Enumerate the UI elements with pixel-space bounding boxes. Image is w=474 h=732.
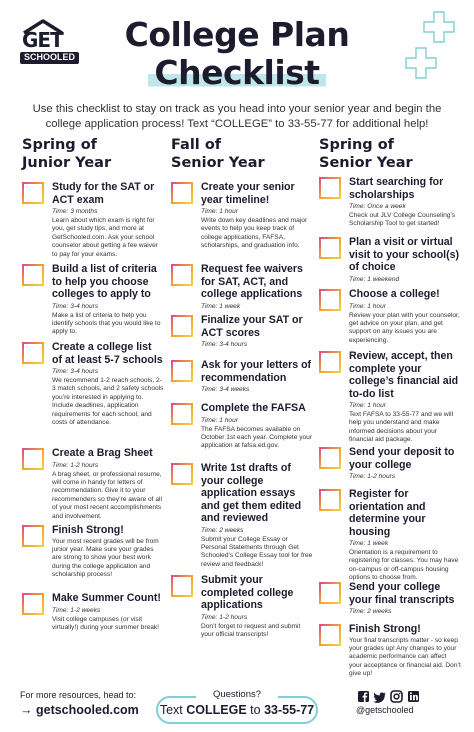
- checkbox[interactable]: [319, 624, 341, 646]
- checklist-item: Create a college list of at least 5-7 schools Time: 3-4 hours We recommend 1-2 reach schools, 2-3 match schools, and 2 safety schools you’re interested in applying to. Include deadlines, application requirements for each school, and costs of attendance.: [22, 341, 164, 427]
- social-icons: [358, 690, 458, 704]
- linkedin-icon[interactable]: [408, 691, 419, 702]
- intro-text: Use this checklist to stay on track as you head into your senior year and begin the college application process! Text “COLLEGE” to 33-55-77 for additional help!: [32, 103, 442, 130]
- checkbox[interactable]: [22, 342, 44, 364]
- instagram-icon[interactable]: [391, 691, 402, 702]
- checklist-item: Write 1st drafts of your college application essays and get them edited and reviewed Time: 2 weeks Submit your College Essay or Personal Statements through Get Schooled’s College Essay tool for free review and feedback!: [171, 462, 313, 569]
- footer: [0, 686, 474, 732]
- footer-website-link[interactable]: → getschooled.com: [20, 703, 139, 717]
- checklist-item: Finish Strong! Your most recent grades will be from junior year. Make sure your grades are strong to show your best work during the college application and scholarship process!: [22, 524, 164, 580]
- social-handle[interactable]: @getschooled: [356, 705, 414, 715]
- checkbox[interactable]: [319, 351, 341, 373]
- checklist-item: Ask for your letters of recommendation Time: 3-4 weeks: [171, 359, 313, 394]
- column-heading: Spring of Junior Year: [22, 137, 112, 171]
- header: [0, 0, 474, 100]
- checkbox[interactable]: [171, 403, 193, 425]
- checkbox[interactable]: [22, 593, 44, 615]
- text-cta: Text COLLEGE to 33-55-77: [159, 703, 315, 717]
- checkbox[interactable]: [319, 177, 341, 199]
- checklist-item: Finalize your SAT or ACT scores Time: 3-4 hours: [171, 314, 313, 349]
- checkbox[interactable]: [319, 447, 341, 469]
- footer-resources-label: For more resources, head to:: [20, 690, 137, 700]
- checklist-item: Finish Strong! Your final transcripts matter - so keep your grades up! Any changes to your academic performance can affect your acceptance or financial aid. Don’t give up!: [319, 623, 461, 679]
- checklist-item: Complete the FAFSA Time: 1 hour The FAFSA becomes available on October 1st each year. Complete your application at fafsa.ed.gov.: [171, 402, 313, 451]
- column-fall-senior: [171, 136, 313, 638]
- checkbox[interactable]: [22, 525, 44, 547]
- checklist-item: Send your college your final transcripts Time: 2 weeks: [319, 581, 461, 616]
- checkbox[interactable]: [171, 315, 193, 337]
- checklist-item: Review, accept, then complete your college’s financial aid to-do list Time: 1 hour Text FAFSA to 33-55-77 and we will help you understand and make informed decisions about your financial aid package.: [319, 350, 461, 445]
- checkbox[interactable]: [171, 264, 193, 286]
- checkbox[interactable]: [22, 448, 44, 470]
- checklist-item: Request fee waivers for SAT, ACT, and college applications Time: 1 week: [171, 263, 313, 311]
- checklist-item: Plan a visit or virtual visit to your school(s) of choice Time: 1 weekend: [319, 236, 461, 284]
- column-spring-junior: [22, 136, 164, 631]
- checklist-item: Make Summer Count! Time: 1-2 weeks Visit college campuses (or visit virtually!) during your summer break!: [22, 592, 164, 632]
- checklist-item: Send your deposit to your college Time: 1-2 hours: [319, 446, 461, 481]
- logo-get-text: GET: [22, 28, 63, 52]
- column-spring-senior: [319, 136, 461, 678]
- checklist-item: Create a Brag Sheet Time: 1-2 hours A brag sheet, or professional resume, will come in handy for letters of recommendation. Give it to your recommenders so they’re aware of all of your most recent accomplishments and involvement.: [22, 447, 164, 521]
- checklist-item: Study for the SAT or ACT exam Time: 3 months Learn about which exam is right for you, get study tips, and more at GetSchooled.com. Ask your school counselor about getting a fee waiver to pay for your exams.: [22, 181, 164, 259]
- checkbox[interactable]: [22, 264, 44, 286]
- checkbox[interactable]: [171, 575, 193, 597]
- twitter-icon[interactable]: [373, 692, 386, 702]
- logo-schooled-text: SCHOOLED: [20, 52, 79, 64]
- checklist-item: Choose a college! Time: 1 hour Review your plan with your counselor, get advice on your plan, and get support on any issues you are experiencing.: [319, 288, 461, 345]
- checkbox[interactable]: [319, 237, 341, 259]
- checkbox[interactable]: [319, 489, 341, 511]
- questions-label: Questions?: [196, 689, 278, 700]
- page-title-line1: College Plan: [124, 15, 350, 54]
- column-heading: Spring of Senior Year: [319, 137, 413, 171]
- checklist-item: Build a list of criteria to help you choose colleges to apply to Time: 3-4 hours Make a list of criteria to help you identify schools that you would like to apply to.: [22, 263, 164, 337]
- decorative-crosses-icon: [404, 10, 464, 82]
- checkbox[interactable]: [171, 360, 193, 382]
- column-heading: Fall of Senior Year: [171, 137, 265, 171]
- checkbox[interactable]: [319, 289, 341, 311]
- checkbox[interactable]: [319, 582, 341, 604]
- checklist-item: Create your senior year timeline! Time: 1 hour Write down key deadlines and major events to help you keep track of college applications, FAFSA, scholarships, and graduation info.: [171, 181, 313, 251]
- checkbox[interactable]: [22, 182, 44, 204]
- checklist-item: Register for orientation and determine your housing Time: 1 week Orientation is a requirement to registering for classes. You may have on-campus or off-campus housing options to choose from.: [319, 488, 461, 583]
- checkbox[interactable]: [171, 463, 193, 485]
- checklist-item: Submit your completed college applications Time: 1-2 hours Don’t forget to request and submit your official transcripts!: [171, 574, 313, 639]
- page-title-line2: Checklist: [148, 56, 325, 89]
- checklist-item: Start searching for scholarships Time: Once a week Check out JLV College Counseling’s Scholarship Tool to get started!: [319, 176, 461, 229]
- checkbox[interactable]: [171, 182, 193, 204]
- facebook-icon[interactable]: [358, 691, 369, 702]
